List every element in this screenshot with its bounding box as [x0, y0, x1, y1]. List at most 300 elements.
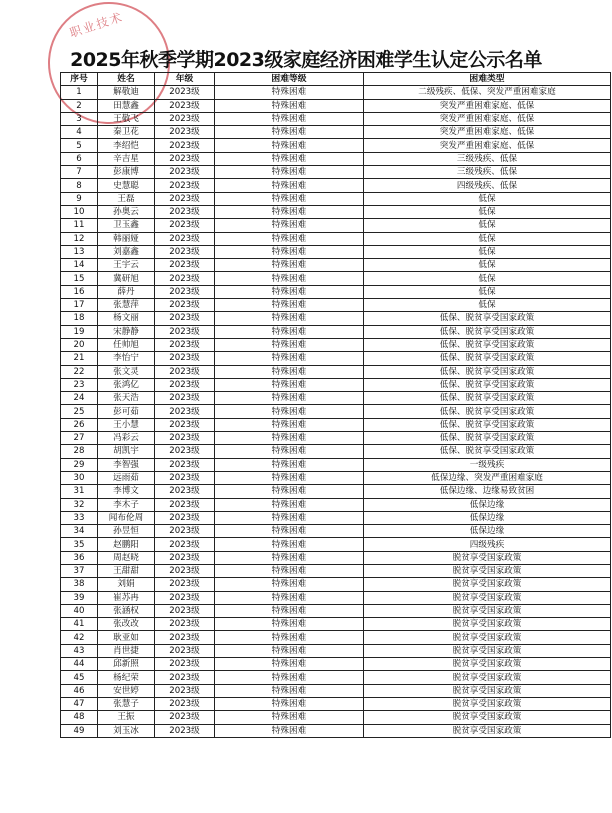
table-row [61, 525, 611, 538]
cell-name: 王敬飞 [98, 112, 155, 125]
header-grade: 年级 [155, 73, 215, 86]
table-row [61, 711, 611, 724]
table-row [61, 724, 611, 737]
cell-grade: 2023级 [155, 538, 215, 551]
cell-index: 30 [61, 471, 98, 484]
table-row [61, 618, 611, 631]
cell-index: 40 [61, 604, 98, 617]
cell-type: 低保、脱贫享受国家政策 [364, 325, 611, 338]
cell-type: 三级残疾、低保 [364, 166, 611, 179]
cell-index: 21 [61, 352, 98, 365]
cell-type: 低保边缘、突发严重困难家庭 [364, 471, 611, 484]
cell-level: 特殊困难 [215, 112, 364, 125]
cell-type: 脱贫享受国家政策 [364, 671, 611, 684]
cell-grade: 2023级 [155, 498, 215, 511]
cell-grade: 2023级 [155, 511, 215, 524]
cell-grade: 2023级 [155, 405, 215, 418]
cell-name: 赵鹏阳 [98, 538, 155, 551]
cell-index: 44 [61, 658, 98, 671]
table-row [61, 232, 611, 245]
cell-name: 崔苏冉 [98, 591, 155, 604]
cell-level: 特殊困难 [215, 392, 364, 405]
cell-type: 低保 [364, 192, 611, 205]
table-row [61, 485, 611, 498]
cell-type: 脱贫享受国家政策 [364, 724, 611, 737]
cell-name: 解敬迪 [98, 86, 155, 99]
cell-level: 特殊困难 [215, 338, 364, 351]
cell-name: 田慧鑫 [98, 99, 155, 112]
cell-index: 35 [61, 538, 98, 551]
cell-name: 李绍恺 [98, 139, 155, 152]
cell-grade: 2023级 [155, 644, 215, 657]
cell-grade: 2023级 [155, 591, 215, 604]
header-name: 姓名 [98, 73, 155, 86]
cell-index: 31 [61, 485, 98, 498]
table-row [61, 325, 611, 338]
cell-index: 49 [61, 724, 98, 737]
cell-index: 1 [61, 86, 98, 99]
cell-grade: 2023级 [155, 205, 215, 218]
cell-index: 12 [61, 232, 98, 245]
table-row [61, 551, 611, 564]
table-body [61, 86, 611, 738]
cell-level: 特殊困难 [215, 471, 364, 484]
table-row [61, 671, 611, 684]
table-row [61, 245, 611, 258]
cell-grade: 2023级 [155, 126, 215, 139]
cell-level: 特殊困难 [215, 618, 364, 631]
cell-type: 脱贫享受国家政策 [364, 631, 611, 644]
cell-level: 特殊困难 [215, 365, 364, 378]
cell-type: 脱贫享受国家政策 [364, 618, 611, 631]
cell-level: 特殊困难 [215, 432, 364, 445]
cell-level: 特殊困难 [215, 525, 364, 538]
cell-grade: 2023级 [155, 378, 215, 391]
cell-index: 24 [61, 392, 98, 405]
cell-type: 脱贫享受国家政策 [364, 658, 611, 671]
table-row [61, 658, 611, 671]
cell-name: 耿亚如 [98, 631, 155, 644]
cell-type: 低保 [364, 272, 611, 285]
cell-index: 41 [61, 618, 98, 631]
cell-index: 14 [61, 259, 98, 272]
cell-level: 特殊困难 [215, 99, 364, 112]
table-row [61, 192, 611, 205]
cell-index: 43 [61, 644, 98, 657]
cell-name: 杨纪荣 [98, 671, 155, 684]
table-row [61, 445, 611, 458]
cell-grade: 2023级 [155, 365, 215, 378]
cell-type: 脱贫享受国家政策 [364, 578, 611, 591]
cell-index: 7 [61, 166, 98, 179]
cell-name: 彭可茹 [98, 405, 155, 418]
cell-level: 特殊困难 [215, 538, 364, 551]
cell-grade: 2023级 [155, 658, 215, 671]
table-row [61, 471, 611, 484]
cell-name: 周赵晓 [98, 551, 155, 564]
table-row [61, 259, 611, 272]
cell-grade: 2023级 [155, 139, 215, 152]
table-row [61, 498, 611, 511]
cell-name: 张改改 [98, 618, 155, 631]
cell-type: 低保、脱贫享受国家政策 [364, 432, 611, 445]
table-row [61, 352, 611, 365]
cell-level: 特殊困难 [215, 511, 364, 524]
cell-type: 低保边缘 [364, 525, 611, 538]
cell-type: 低保、脱贫享受国家政策 [364, 378, 611, 391]
cell-grade: 2023级 [155, 684, 215, 697]
cell-level: 特殊困难 [215, 126, 364, 139]
cell-name: 胡凯宇 [98, 445, 155, 458]
cell-index: 2 [61, 99, 98, 112]
cell-level: 特殊困难 [215, 299, 364, 312]
cell-type: 低保 [364, 205, 611, 218]
table-row [61, 578, 611, 591]
cell-index: 5 [61, 139, 98, 152]
cell-grade: 2023级 [155, 578, 215, 591]
cell-index: 28 [61, 445, 98, 458]
cell-index: 26 [61, 418, 98, 431]
cell-name: 宋静静 [98, 325, 155, 338]
cell-name: 张文灵 [98, 365, 155, 378]
cell-name: 肖世捷 [98, 644, 155, 657]
cell-type: 低保、脱贫享受国家政策 [364, 445, 611, 458]
cell-grade: 2023级 [155, 299, 215, 312]
cell-grade: 2023级 [155, 99, 215, 112]
cell-index: 42 [61, 631, 98, 644]
cell-level: 特殊困难 [215, 485, 364, 498]
cell-name: 王小慧 [98, 418, 155, 431]
cell-name: 张鸿亿 [98, 378, 155, 391]
cell-index: 19 [61, 325, 98, 338]
cell-type: 低保 [364, 245, 611, 258]
table-row [61, 631, 611, 644]
cell-level: 特殊困难 [215, 711, 364, 724]
cell-type: 脱贫享受国家政策 [364, 697, 611, 710]
cell-grade: 2023级 [155, 392, 215, 405]
cell-level: 特殊困难 [215, 591, 364, 604]
cell-level: 特殊困难 [215, 86, 364, 99]
table-row [61, 392, 611, 405]
cell-level: 特殊困难 [215, 697, 364, 710]
cell-name: 远雨茹 [98, 471, 155, 484]
table-row [61, 272, 611, 285]
cell-level: 特殊困难 [215, 631, 364, 644]
cell-grade: 2023级 [155, 219, 215, 232]
cell-type: 三级残疾、低保 [364, 152, 611, 165]
cell-level: 特殊困难 [215, 445, 364, 458]
cell-type: 四级残疾、低保 [364, 179, 611, 192]
cell-type: 突发严重困难家庭、低保 [364, 139, 611, 152]
cell-type: 低保边缘 [364, 498, 611, 511]
cell-name: 秦卫花 [98, 126, 155, 139]
cell-index: 17 [61, 299, 98, 312]
cell-index: 4 [61, 126, 98, 139]
cell-type: 突发严重困难家庭、低保 [364, 112, 611, 125]
table-row [61, 405, 611, 418]
cell-type: 低保 [364, 285, 611, 298]
cell-type: 低保边缘 [364, 511, 611, 524]
cell-name: 薛丹 [98, 285, 155, 298]
cell-grade: 2023级 [155, 152, 215, 165]
cell-name: 闻布伦周 [98, 511, 155, 524]
cell-name: 邱新照 [98, 658, 155, 671]
table-row [61, 139, 611, 152]
cell-type: 低保 [364, 232, 611, 245]
cell-name: 刘娟 [98, 578, 155, 591]
cell-index: 46 [61, 684, 98, 697]
cell-grade: 2023级 [155, 604, 215, 617]
table-row [61, 697, 611, 710]
cell-index: 38 [61, 578, 98, 591]
cell-level: 特殊困难 [215, 671, 364, 684]
cell-grade: 2023级 [155, 471, 215, 484]
cell-grade: 2023级 [155, 631, 215, 644]
cell-level: 特殊困难 [215, 205, 364, 218]
table-row [61, 538, 611, 551]
cell-index: 27 [61, 432, 98, 445]
table-row [61, 285, 611, 298]
cell-type: 低保、脱贫享受国家政策 [364, 312, 611, 325]
cell-name: 张天浩 [98, 392, 155, 405]
cell-name: 安世婷 [98, 684, 155, 697]
table-row [61, 564, 611, 577]
cell-level: 特殊困难 [215, 232, 364, 245]
cell-name: 彭康博 [98, 166, 155, 179]
cell-level: 特殊困难 [215, 564, 364, 577]
cell-name: 刘玉冰 [98, 724, 155, 737]
cell-grade: 2023级 [155, 272, 215, 285]
cell-name: 史慧聪 [98, 179, 155, 192]
table-row [61, 644, 611, 657]
cell-level: 特殊困难 [215, 378, 364, 391]
cell-name: 孙昱恒 [98, 525, 155, 538]
cell-level: 特殊困难 [215, 219, 364, 232]
cell-grade: 2023级 [155, 485, 215, 498]
page-title: 2025年秋季学期2023级家庭经济困难学生认定公示名单 [70, 49, 542, 71]
cell-level: 特殊困难 [215, 658, 364, 671]
cell-index: 8 [61, 179, 98, 192]
cell-level: 特殊困难 [215, 578, 364, 591]
table-row [61, 205, 611, 218]
cell-grade: 2023级 [155, 192, 215, 205]
cell-level: 特殊困难 [215, 325, 364, 338]
cell-type: 四级残疾 [364, 538, 611, 551]
cell-type: 脱贫享受国家政策 [364, 644, 611, 657]
cell-level: 特殊困难 [215, 352, 364, 365]
cell-name: 冀研旭 [98, 272, 155, 285]
header-level: 困难等级 [215, 73, 364, 86]
cell-level: 特殊困难 [215, 418, 364, 431]
cell-level: 特殊困难 [215, 551, 364, 564]
cell-level: 特殊困难 [215, 604, 364, 617]
cell-index: 47 [61, 697, 98, 710]
cell-index: 45 [61, 671, 98, 684]
cell-type: 脱贫享受国家政策 [364, 564, 611, 577]
cell-level: 特殊困难 [215, 152, 364, 165]
cell-type: 低保边缘、边缘易致贫困 [364, 485, 611, 498]
header-type: 困难类型 [364, 73, 611, 86]
cell-level: 特殊困难 [215, 259, 364, 272]
cell-level: 特殊困难 [215, 684, 364, 697]
cell-type: 低保、脱贫享受国家政策 [364, 392, 611, 405]
table-row [61, 604, 611, 617]
cell-type: 突发严重困难家庭、低保 [364, 99, 611, 112]
cell-grade: 2023级 [155, 445, 215, 458]
cell-name: 王甜甜 [98, 564, 155, 577]
table-row [61, 591, 611, 604]
cell-name: 李博文 [98, 485, 155, 498]
cell-index: 20 [61, 338, 98, 351]
table-row [61, 99, 611, 112]
cell-type: 脱贫享受国家政策 [364, 551, 611, 564]
table-row [61, 112, 611, 125]
cell-name: 冯彩云 [98, 432, 155, 445]
cell-grade: 2023级 [155, 564, 215, 577]
table-row [61, 299, 611, 312]
cell-index: 39 [61, 591, 98, 604]
table-row [61, 312, 611, 325]
cell-index: 13 [61, 245, 98, 258]
cell-level: 特殊困难 [215, 724, 364, 737]
cell-grade: 2023级 [155, 312, 215, 325]
cell-index: 32 [61, 498, 98, 511]
cell-index: 29 [61, 458, 98, 471]
cell-level: 特殊困难 [215, 139, 364, 152]
student-table [60, 72, 611, 738]
cell-name: 李智强 [98, 458, 155, 471]
cell-grade: 2023级 [155, 338, 215, 351]
cell-grade: 2023级 [155, 418, 215, 431]
cell-grade: 2023级 [155, 618, 215, 631]
cell-name: 辛吉星 [98, 152, 155, 165]
cell-index: 16 [61, 285, 98, 298]
cell-name: 韩丽娅 [98, 232, 155, 245]
cell-type: 低保、脱贫享受国家政策 [364, 338, 611, 351]
cell-level: 特殊困难 [215, 179, 364, 192]
table-row [61, 458, 611, 471]
table-row [61, 166, 611, 179]
cell-grade: 2023级 [155, 711, 215, 724]
seal-text: 职业技术 [67, 9, 126, 41]
cell-name: 刘嘉鑫 [98, 245, 155, 258]
cell-level: 特殊困难 [215, 192, 364, 205]
cell-name: 任帅旭 [98, 338, 155, 351]
table-row [61, 365, 611, 378]
cell-grade: 2023级 [155, 325, 215, 338]
cell-grade: 2023级 [155, 671, 215, 684]
cell-type: 低保、脱贫享受国家政策 [364, 365, 611, 378]
cell-name: 张涵权 [98, 604, 155, 617]
table-row [61, 432, 611, 445]
cell-index: 9 [61, 192, 98, 205]
cell-index: 48 [61, 711, 98, 724]
cell-grade: 2023级 [155, 179, 215, 192]
table-row [61, 126, 611, 139]
cell-type: 脱贫享受国家政策 [364, 604, 611, 617]
cell-level: 特殊困难 [215, 312, 364, 325]
cell-level: 特殊困难 [215, 166, 364, 179]
cell-grade: 2023级 [155, 432, 215, 445]
cell-type: 一级残疾 [364, 458, 611, 471]
cell-grade: 2023级 [155, 86, 215, 99]
cell-level: 特殊困难 [215, 458, 364, 471]
cell-level: 特殊困难 [215, 285, 364, 298]
table-row [61, 219, 611, 232]
cell-name: 卫玉鑫 [98, 219, 155, 232]
cell-grade: 2023级 [155, 551, 215, 564]
cell-level: 特殊困难 [215, 245, 364, 258]
cell-index: 25 [61, 405, 98, 418]
cell-type: 二级残疾、低保、突发严重困难家庭 [364, 86, 611, 99]
cell-level: 特殊困难 [215, 644, 364, 657]
cell-grade: 2023级 [155, 352, 215, 365]
cell-index: 33 [61, 511, 98, 524]
cell-type: 脱贫享受国家政策 [364, 711, 611, 724]
cell-index: 36 [61, 551, 98, 564]
table-row [61, 418, 611, 431]
cell-name: 王磊 [98, 192, 155, 205]
cell-type: 脱贫享受国家政策 [364, 591, 611, 604]
cell-grade: 2023级 [155, 245, 215, 258]
cell-grade: 2023级 [155, 166, 215, 179]
cell-grade: 2023级 [155, 259, 215, 272]
cell-name: 孙奥云 [98, 205, 155, 218]
cell-type: 低保、脱贫享受国家政策 [364, 405, 611, 418]
table-row [61, 152, 611, 165]
table-row [61, 179, 611, 192]
cell-type: 低保 [364, 259, 611, 272]
cell-index: 6 [61, 152, 98, 165]
cell-name: 王振 [98, 711, 155, 724]
cell-index: 18 [61, 312, 98, 325]
cell-index: 15 [61, 272, 98, 285]
cell-index: 22 [61, 365, 98, 378]
cell-grade: 2023级 [155, 458, 215, 471]
cell-grade: 2023级 [155, 285, 215, 298]
cell-level: 特殊困难 [215, 405, 364, 418]
cell-name: 杨文丽 [98, 312, 155, 325]
cell-type: 低保、脱贫享受国家政策 [364, 418, 611, 431]
cell-type: 低保 [364, 299, 611, 312]
table-row [61, 511, 611, 524]
table-header-row [61, 73, 611, 86]
table-row [61, 684, 611, 697]
cell-index: 11 [61, 219, 98, 232]
cell-grade: 2023级 [155, 232, 215, 245]
cell-grade: 2023级 [155, 112, 215, 125]
cell-name: 张慧萍 [98, 299, 155, 312]
cell-name: 李木子 [98, 498, 155, 511]
header-index: 序号 [61, 73, 98, 86]
cell-name: 李怡宁 [98, 352, 155, 365]
table-row [61, 378, 611, 391]
cell-index: 10 [61, 205, 98, 218]
cell-level: 特殊困难 [215, 272, 364, 285]
table-row [61, 86, 611, 99]
cell-grade: 2023级 [155, 697, 215, 710]
cell-type: 低保、脱贫享受国家政策 [364, 352, 611, 365]
table-row [61, 338, 611, 351]
cell-type: 突发严重困难家庭、低保 [364, 126, 611, 139]
cell-index: 34 [61, 525, 98, 538]
cell-type: 脱贫享受国家政策 [364, 684, 611, 697]
cell-grade: 2023级 [155, 525, 215, 538]
cell-name: 张慧子 [98, 697, 155, 710]
cell-index: 23 [61, 378, 98, 391]
cell-type: 低保 [364, 219, 611, 232]
cell-grade: 2023级 [155, 724, 215, 737]
